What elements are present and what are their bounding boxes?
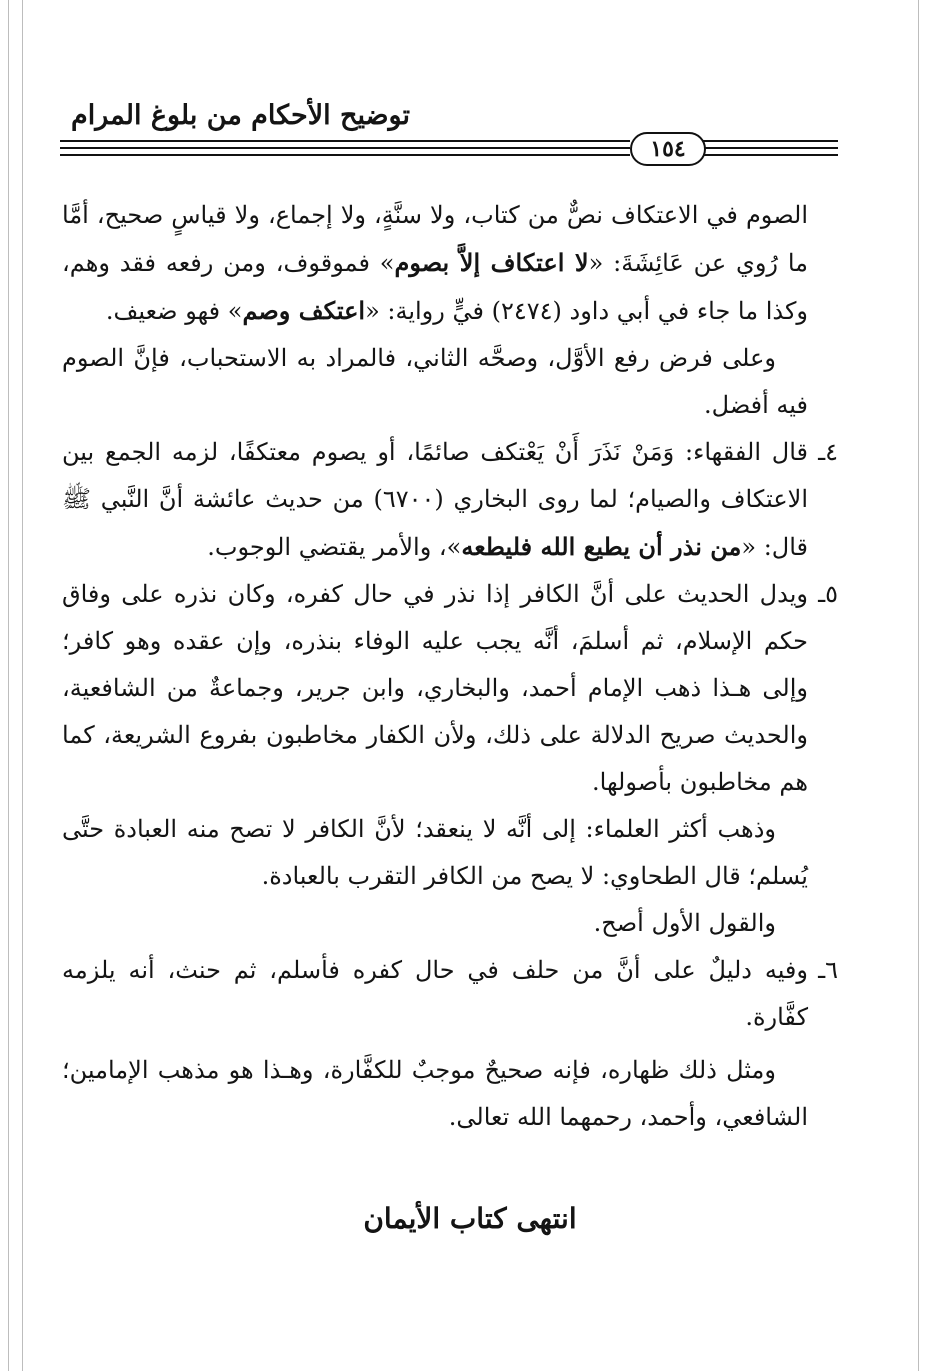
- text-run: الصوم في الاعتكاف نصٌّ من كتاب، ولا سنَّةٍ، ولا إجماع، ولا قياسٍ صحيح، أمَّا ما رُوي عن عَائِشَةَ: «: [62, 201, 808, 277]
- running-title: توضيح الأحكام من بلوغ المرام: [71, 100, 410, 131]
- page-edge-line: [918, 0, 919, 1371]
- main-text: [62, 192, 838, 1141]
- item-text: وفيه دليلٌ على أنَّ من حلف في حال كفره فأسلم، ثم حنث، أنه يلزمه كفَّارة.: [62, 956, 808, 1031]
- numbered-item: [62, 947, 838, 1041]
- header-rule-left: [60, 154, 630, 156]
- page-number: ١٥٤: [630, 132, 706, 166]
- chapter-end-heading: انتهى كتاب الأيمان: [363, 1202, 577, 1235]
- paragraph: وذهب أكثر العلماء: إلى أنَّه لا ينعقد؛ لأنَّ الكافر لا تصح منه العبادة حتَّى يُسلم؛ قال الطحاوي: لا يصح من الكافر التقرب بالعبادة.: [62, 815, 808, 890]
- paragraph: والقول الأول أصح.: [593, 909, 776, 937]
- quoted-hadith: من نذر أن يطيع الله فليطعه: [461, 532, 742, 561]
- header-rule-left: [60, 147, 630, 149]
- header-rule-right: [703, 147, 838, 149]
- item-text: ويدل الحديث على أنَّ الكافر إذا نذر في حال كفره، وكان نذره على وفاق حكم الإسلام، ثم أسلمَ، أنَّه يجب عليه الوفاء بنذره، وإن عقده وهو كافر؛ وإلى هـذا ذهب الإمام أحمد، والبخاري، وابن جرير، وجماعةٌ من الشافعية، والحديث صريح الدلالة على ذلك، ولأن الكفار مخاطبون بفروع الشريعة، كما هم مخاطبون بأصولها.: [62, 580, 808, 796]
- item-text: [62, 429, 812, 571]
- paragraph: [62, 192, 808, 335]
- paragraph: وعلى فرض رفع الأوَّل، وصحَّه الثاني، فالمراد به الاستحباب، فإنَّ الصوم فيه أفضل.: [62, 344, 808, 419]
- header-rule-left: [60, 140, 630, 142]
- numbered-item: [62, 429, 838, 571]
- numbered-item: [62, 571, 838, 806]
- text-run: قال الفقهاء: وَمَنْ نَذَرَ أَنْ يَعْتكف صائمًا، أو يصوم معتكفًا، لزمه الجمع بين الاعتكاف والصيام؛ لما روى البخاري (٦٧٠٠) من حديث عائشة أنَّ النَّبي ﷺ قال: «: [62, 438, 808, 561]
- text-run: » فهو ضعيف.: [105, 297, 243, 325]
- item-number: ٤ـ: [818, 438, 838, 466]
- quoted-hadith: لا اعتكاف إلاَّ بصوم: [394, 248, 589, 277]
- page-edge-line: [8, 0, 9, 1371]
- paragraph: ومثل ذلك ظهاره، فإنه صحيحٌ موجبٌ للكفَّارة، وهـذا هو مذهب الإمامين؛ الشافعي، وأحمد، رحمهما الله تعالى.: [62, 1056, 808, 1131]
- header-rule-right: [703, 140, 838, 142]
- text-run: » فموقوف، ومن رفعه فقد وهم، وكذا ما جاء في أبي داود (٢٤٧٤) فيٍّ رواية: «: [62, 249, 808, 325]
- item-number: ٦ـ: [818, 956, 838, 984]
- text-run: »، والأمر يقتضي الوجوب.: [207, 533, 462, 561]
- page-edge-line: [22, 0, 23, 1371]
- header-rule-right: [703, 154, 838, 156]
- item-number: ٥ـ: [818, 580, 838, 608]
- quoted-hadith: اعتكف وصم: [242, 296, 366, 325]
